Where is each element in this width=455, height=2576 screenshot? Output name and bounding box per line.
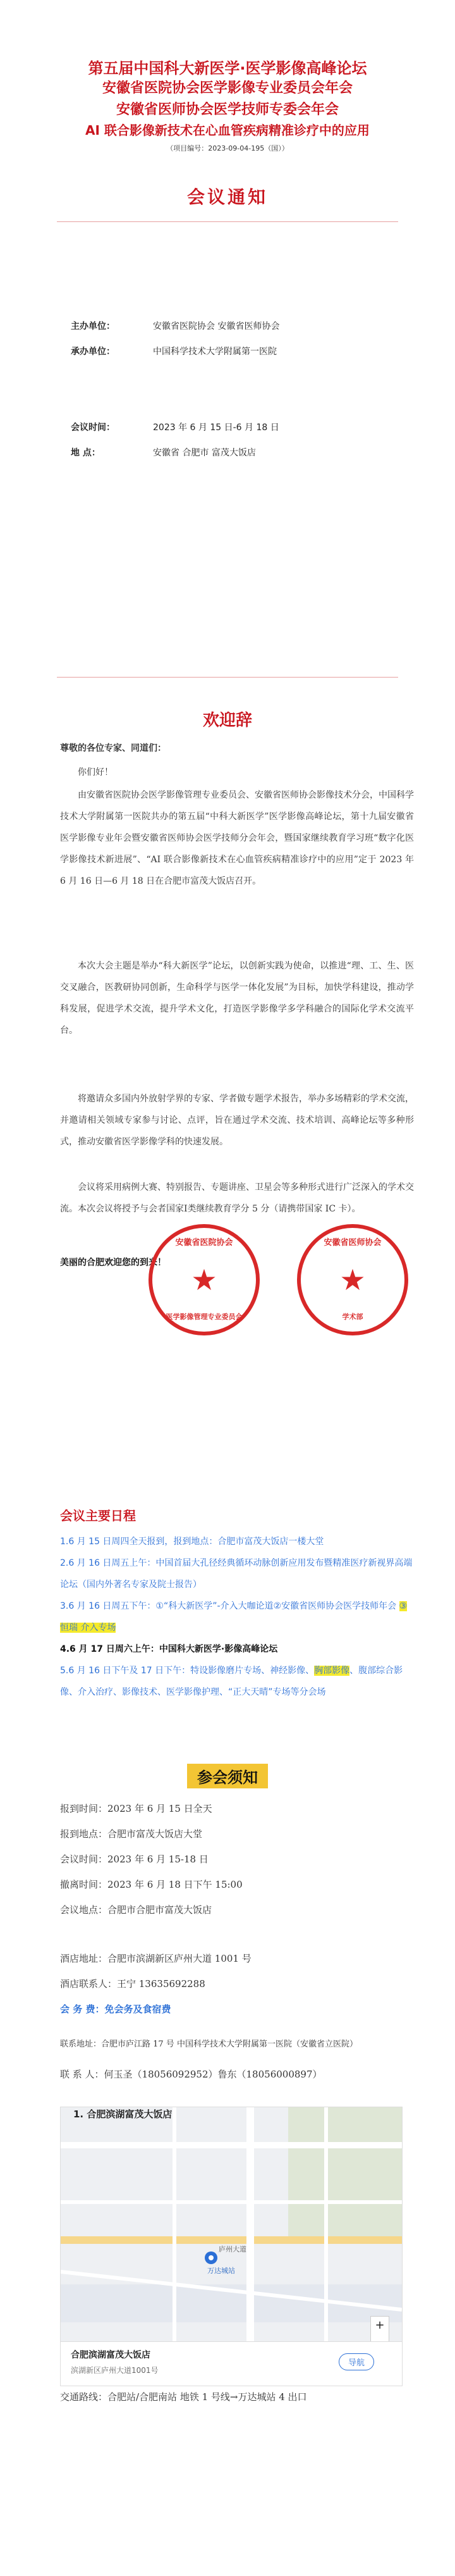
welcome-paragraph-3: 将邀请众多国内外放射学界的专家、学者做专题学术报告，举办多场精彩的学术交流，并邀请相关领域专家参与讨论、点评，旨在通过学术交流、技术培训、高峰论坛等多种形式，推动安徽省医学影像学科的快速发展。 [60, 1094, 414, 1147]
notes-checkout: 撤离时间：2023 年 6 月 18 日下午 15:00 [60, 1879, 243, 1890]
welcome-paragraph-2: 本次大会主题是举办“科大新医学”论坛，以创新实践为使命，以推进“理、工、生、医交叉融合，医教研协同创新，生命科学与医学一体化发展”为目标，加快学科建设，推动学科发展，促进学术交流，提升学术文化，打造医学影像学多学科融合的国际化学术交流平台。 [60, 961, 414, 1036]
welcome-title: 欢迎辞 [202, 711, 252, 730]
time-value: 2023 年 6 月 15 日-6 月 18 日 [153, 423, 279, 433]
notes-title-text: 参会须知 [187, 1764, 268, 1788]
star-icon: ★ [339, 1263, 366, 1297]
seal-physician-association [297, 1224, 408, 1335]
map-title: 1. 合肥滨湖富茂大饭店 [73, 2108, 173, 2120]
seal-1-top: 安徽省医院协会 [175, 1238, 233, 1248]
place-row [71, 446, 256, 459]
schedule-title: 会议主要日程 [60, 1508, 136, 1523]
schedule-item [60, 1660, 414, 1703]
header-line-2: 安徽省医院协会医学影像专业委员会年会 [102, 80, 353, 96]
project-number: （项目编号：2023-09-04-195（国）） [166, 144, 289, 152]
notes-meeting-time: 会议时间：2023 年 6 月 15-18 日 [60, 1854, 209, 1865]
map-metro-label: 万达城站 [207, 2267, 235, 2275]
map-card-title: 合肥滨湖富茂大饭店 [71, 2350, 150, 2360]
seal-1-bottom: 医学影像管理专业委员会 [166, 1313, 243, 1321]
schedule-list [60, 1531, 414, 1703]
schedule-item: 2.6 月 16 日周五上午：中国首届大孔径经典循环动脉创新应用发布暨精准医疗新视界高端论坛（国内外著名专家及院士报告） [60, 1558, 413, 1590]
seal-hospital-association [149, 1224, 260, 1335]
location-map[interactable] [60, 2107, 403, 2386]
highlighted-text: ③恒瑞 介入专场 [60, 1601, 408, 1633]
header-line-3: 安徽省医师协会医学技师专委会年会 [116, 102, 339, 118]
seal-2-bottom: 学术部 [342, 1313, 363, 1321]
schedule-item: 4.6 月 17 日周六上午：中国科大新医学·影像高峰论坛 [60, 1644, 278, 1654]
navigate-button[interactable]: 导航 [339, 2353, 374, 2370]
notes-fee: 会 务 费：免会务及食宿费 [60, 2003, 171, 2015]
notes-register-place: 报到地点：合肥市富茂大饭店大堂 [60, 1828, 203, 1840]
seal-2-top: 安徽省医师协会 [324, 1238, 382, 1248]
map-card-address: 滨湖新区庐州大道1001号 [71, 2366, 159, 2375]
zoom-in-button[interactable]: + [375, 2319, 385, 2332]
host-value: 中国科学技术大学附属第一医院 [153, 347, 277, 357]
schedule-item [60, 1595, 414, 1638]
notes-title [0, 1764, 455, 1788]
welcome-paragraph-1: 由安徽省医院协会医学影像管理专业委员会、安徽省医师协会影像技术分会，中国科学技术大学附属第一医院共办的第五届“中科大新医学”医学影像高峰论坛，第十九届安徽省医学影像专业年会暨安徽省医师协会医学技师分会年会，暨国家继续教育学习班“数字化医学影像技术新进展”、“AI 联合影像新技术在心血管疾病精准诊疗中的应用”定于 2023 年 6 月 16 日—6 月 18 日在合肥市富茂大饭店召开。 [60, 790, 414, 886]
welcome-paragraph-4: 会议将采用病例大赛、特别报告、专题讲座、卫星会等多种形式进行广泛深入的学术交流。本次会议将授予与会者国家Ⅰ类继续教育学分 5 分（请携带国家 IC 卡）。 [60, 1182, 414, 1214]
divider [57, 221, 398, 222]
notes-meeting-place: 会议地点：合肥市合肥市富茂大饭店 [60, 1904, 212, 1916]
time-row [71, 421, 279, 433]
time-label: 会议时间： [71, 423, 115, 433]
notes-hotel-address: 酒店地址：合肥市滨湖新区庐州大道 1001 号 [60, 1953, 252, 1964]
contact-address: 联系地址：合肥市庐江路 17 号 中国科学技术大学附属第一医院（安徽省立医院） [60, 2040, 358, 2049]
organizer-value: 安徽省医院协会 安徽省医师协会 [153, 321, 280, 331]
contact-route: 交通路线：合肥站/合肥南站 地铁 1 号线→万达城站 4 出口 [60, 2391, 307, 2403]
host-label: 承办单位： [71, 347, 115, 357]
map-title-text: 合肥滨湖富茂大饭店 [87, 2108, 173, 2120]
welcome-closing: 美丽的合肥欢迎您的到来！ [60, 1258, 166, 1268]
organizer-label: 主办单位： [71, 321, 115, 331]
notes-register: 报到时间：2023 年 6 月 15 日全天 [60, 1803, 212, 1814]
place-label: 地 点： [71, 448, 100, 458]
divider [57, 677, 398, 678]
welcome-hello: 你们好！ [78, 767, 113, 777]
star-icon: ★ [191, 1263, 217, 1297]
contact-person: 联 系 人：何玉圣（18056092952）鲁东（18056000897） [60, 2069, 322, 2080]
header-line-4: AI 联合影像新技术在心血管疾病精准诊疗中的应用 [85, 123, 370, 138]
organizer-row [71, 319, 279, 332]
map-info-card[interactable] [61, 2341, 402, 2386]
header-line-1: 第五届中国科大新医学·医学影像高峰论坛 [88, 59, 367, 77]
schedule-item-text: 5.6 月 16 日下午及 17 日下午：特设影像磨片专场、神经影像、胸部影像、腹部综合影像、介入治疗、影像技术、医学影像护理、“正大天晴”专场等分会场 [60, 1666, 403, 1697]
notes-hotel-contact: 酒店联系人：王宁 13635692288 [60, 1978, 205, 1990]
map-road-label: 庐州大道 [219, 2245, 246, 2253]
host-row [71, 345, 277, 357]
notice-title: 会议通知 [186, 187, 268, 207]
highlighted-text: 胸部影像 [314, 1666, 350, 1676]
place-value: 安徽省 合肥市 富茂大饭店 [153, 448, 256, 458]
schedule-item: 1.6 月 15 日周四全天报到，报到地点：合肥市富茂大饭店一楼大堂 [60, 1537, 324, 1547]
welcome-greeting: 尊敬的各位专家、同道们： [60, 743, 166, 753]
schedule-item-text: 3.6 月 16 日周五下午：①“科大新医学”-介入大咖论道②安徽省医师协会医学技师年会 ③恒瑞 介入专场 [60, 1601, 408, 1633]
